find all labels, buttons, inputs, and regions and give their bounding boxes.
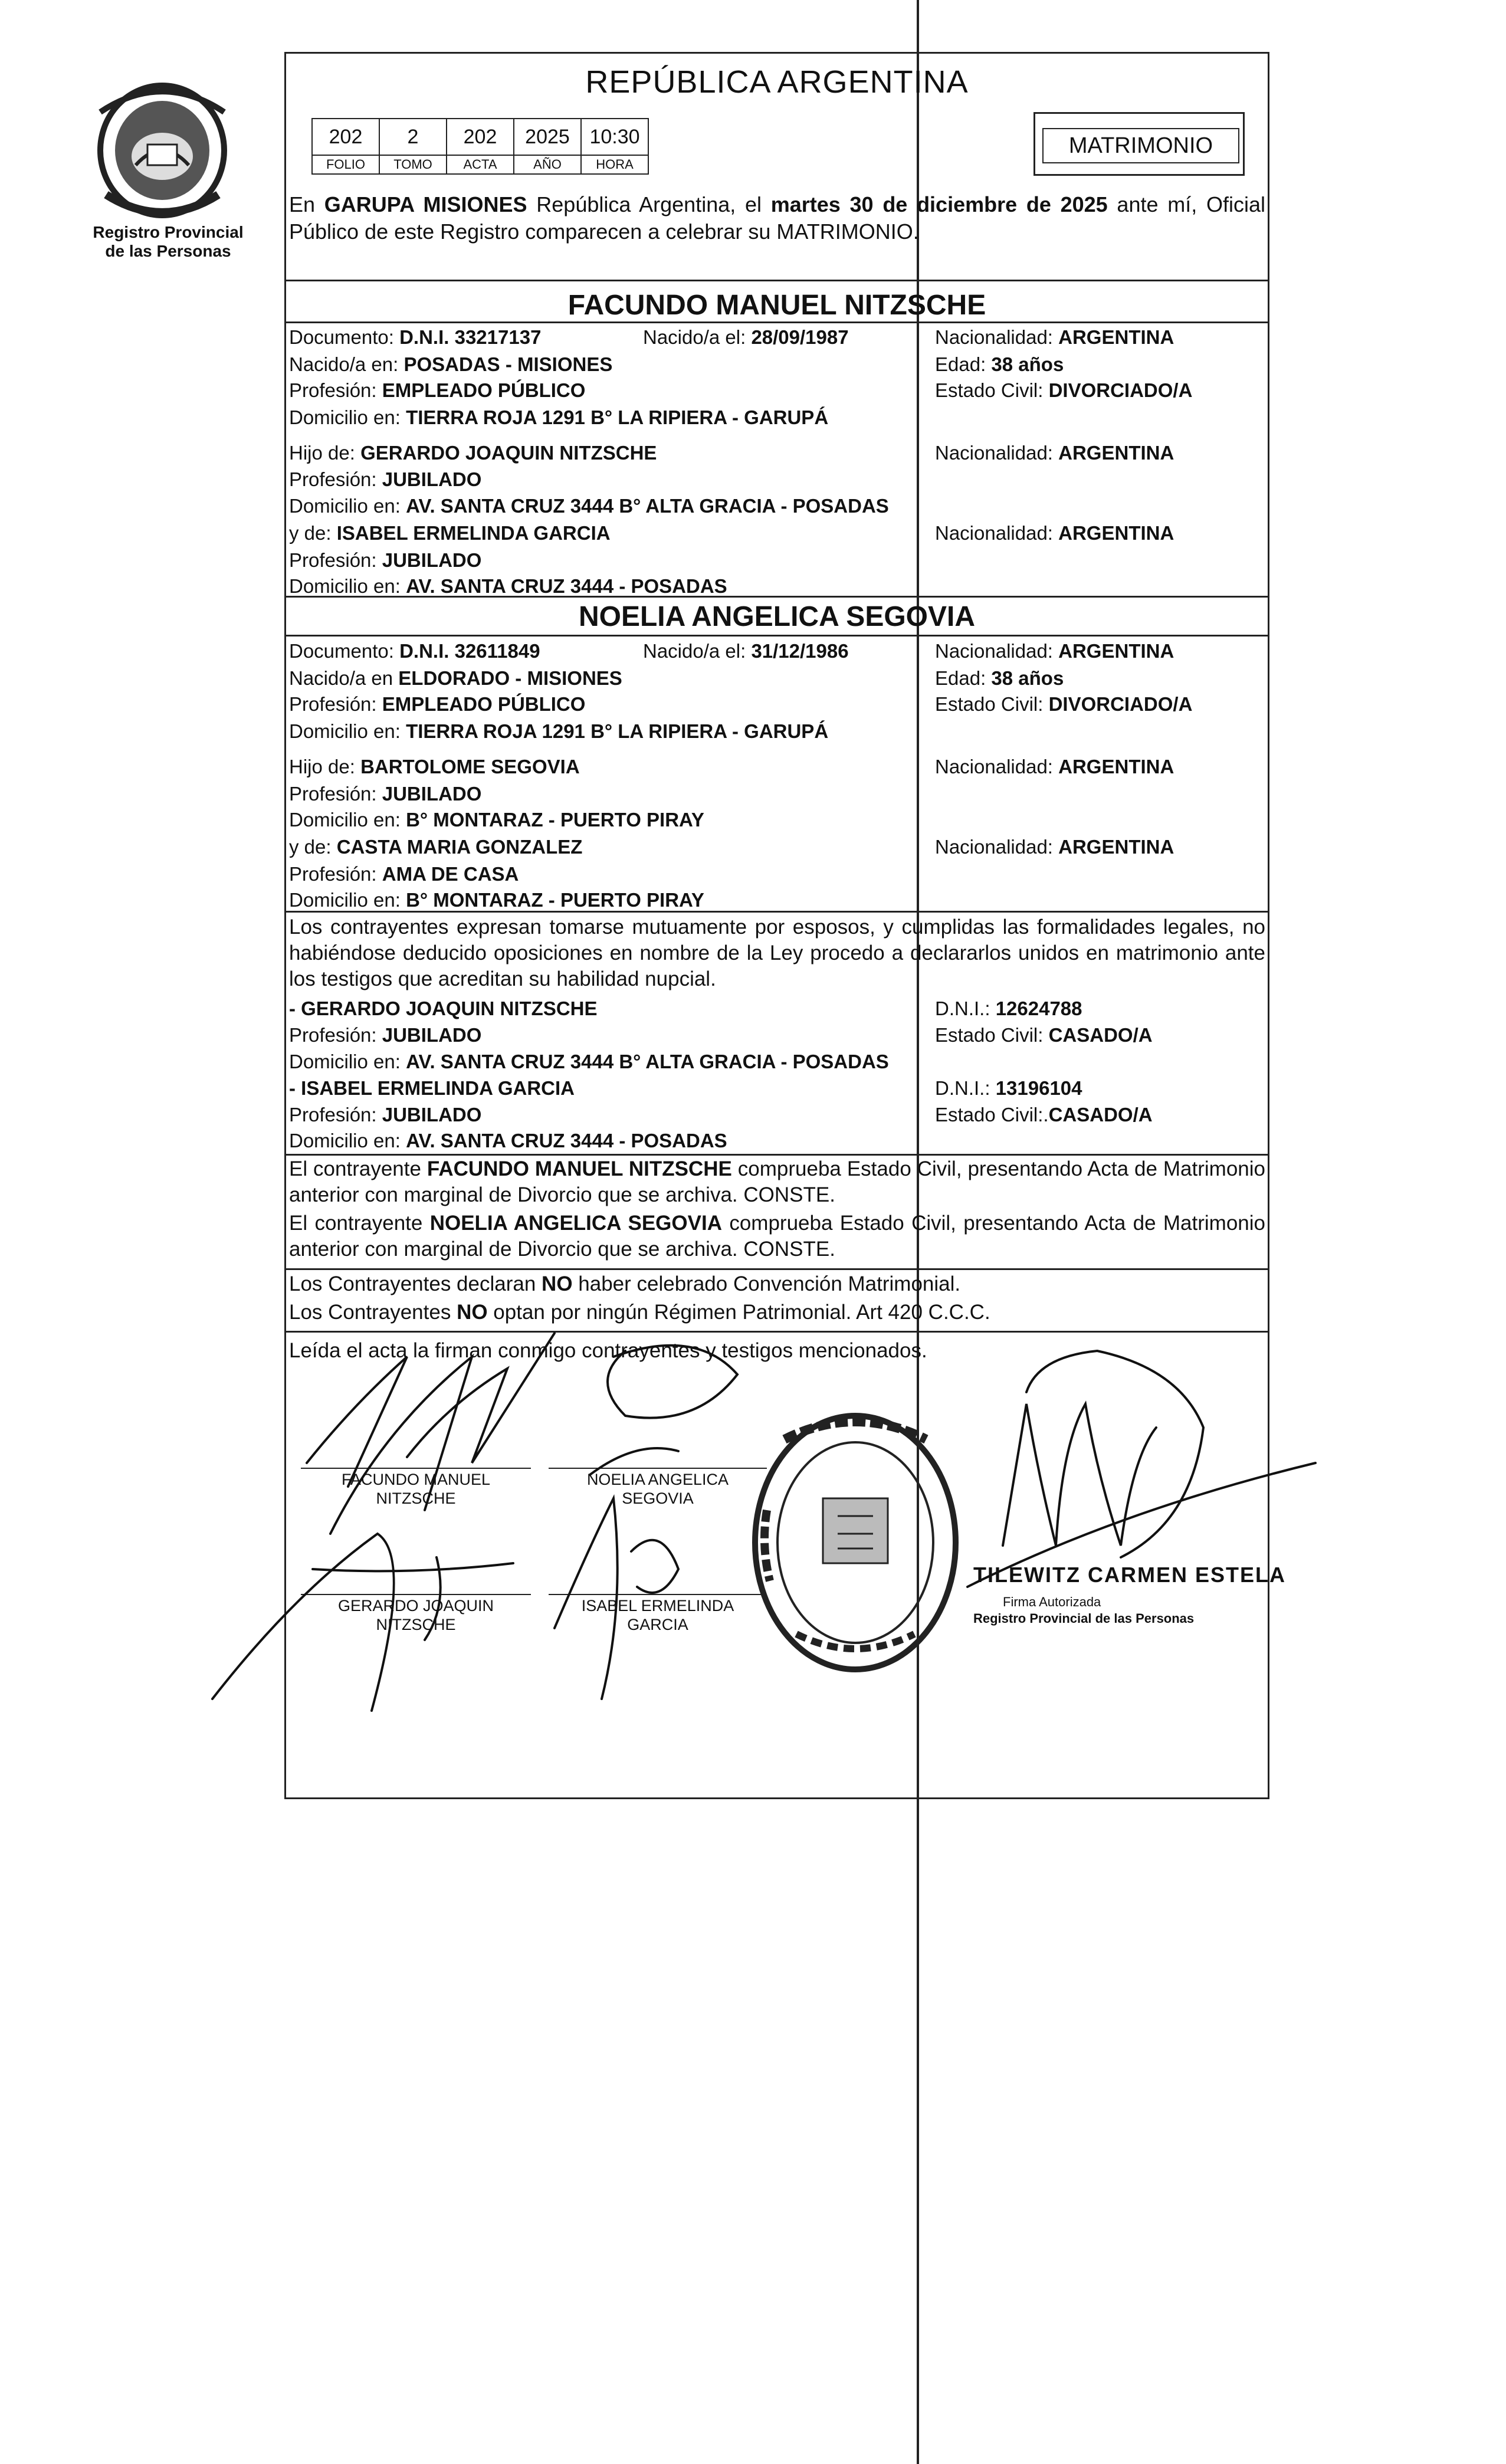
bride-father-nationality: Nacionalidad: ARGENTINA (935, 756, 1174, 777)
acta-label: ACTA (447, 155, 514, 174)
bride-father-profession: Profesión: JUBILADO (289, 783, 482, 805)
bride-age: Edad: 38 años (935, 667, 1064, 689)
witness2-signature-caption: ISABEL ERMELINDA GARCIA (581, 1597, 734, 1633)
registry-caption-line2: de las Personas (105, 242, 231, 260)
bride-nationality: Nacionalidad: ARGENTINA (935, 640, 1174, 662)
bride-civil-proof: El contrayente NOELIA ANGELICA SEGOVIA comprueba Estado Civil, presentando Acta de Matrimonio anterior con marginal de Divorcio que se archiva. CONSTE. (289, 1212, 1266, 1261)
bride-mother: y de: CASTA MARIA GONZALEZ (289, 836, 583, 858)
witness1-signature-stroke (313, 1563, 513, 1571)
witness1-dni: D.N.I.: 12624788 (935, 998, 1082, 1019)
intro-paragraph: En GARUPA MISIONES República Argentina, el martes 30 de diciembre de 2025 ante mí, Oficial Público de este Registro comparecen a celebrar su MATRIMONIO. (289, 192, 1265, 244)
groom-birthdate: Nacido/a el: 28/09/1987 (643, 326, 849, 348)
bride-mother-nationality: Nacionalidad: ARGENTINA (935, 836, 1174, 858)
groom-father-profession: Profesión: JUBILADO (289, 468, 482, 490)
bride-address: Domicilio en: TIERRA ROJA 1291 B° LA RIPIERA - GARUPÁ (289, 720, 829, 742)
officer-name: TILEWITZ CARMEN ESTELA (973, 1563, 1286, 1587)
folio-label: FOLIO (312, 155, 379, 174)
patrimonial-regime-statement: Los Contrayentes NO optan por ningún Régimen Patrimonial. Art 420 C.C.C. (289, 1301, 990, 1324)
witness2-signature-stroke (555, 1498, 618, 1699)
witness2-address: Domicilio en: AV. SANTA CRUZ 3444 - POSADAS (289, 1130, 727, 1151)
bride-signature-caption: NOELIA ANGELICA SEGOVIA (586, 1471, 729, 1507)
page-title: REPÚBLICA ARGENTINA (585, 64, 969, 100)
declaration-paragraph: Los contrayentes expresan tomarse mutuamente por esposos, y cumplidas las formalidades legales, no habiéndose deducido oposiciones en nombre de la Ley procedo a declararlos unidos en matrimonio ante los testigos que acreditan su habilidad nupcial. (289, 916, 1265, 990)
groom-age: Edad: 38 años (935, 353, 1064, 375)
bride-birthdate: Nacido/a el: 31/12/1986 (643, 640, 849, 662)
bride-father-address: Domicilio en: B° MONTARAZ - PUERTO PIRAY (289, 809, 704, 831)
bride-civil-status: Estado Civil: DIVORCIADO/A (935, 693, 1193, 715)
hour-label: HORA (581, 155, 648, 174)
year-label: AÑO (514, 155, 581, 174)
bride-father: Hijo de: BARTOLOME SEGOVIA (289, 756, 580, 777)
groom-signature-stroke (330, 1357, 472, 1534)
bride-mother-profession: Profesión: AMA DE CASA (289, 863, 519, 885)
tomo-value: 2 (379, 119, 447, 155)
groom-father: Hijo de: GERARDO JOAQUIN NITZSCHE (289, 442, 657, 464)
groom-signature-caption: FACUNDO MANUEL NITZSCHE (341, 1471, 491, 1507)
groom-mother: y de: ISABEL ERMELINDA GARCIA (289, 522, 611, 544)
year-value: 2025 (514, 119, 581, 155)
officer-role: Firma Autorizada (1003, 1594, 1101, 1609)
bride-mother-address: Domicilio en: B° MONTARAZ - PUERTO PIRAY (289, 889, 704, 911)
witness1-civil-status: Estado Civil: CASADO/A (935, 1024, 1153, 1046)
groom-birthplace: Nacido/a en: POSADAS - MISIONES (289, 353, 613, 375)
bride-profession: Profesión: EMPLEADO PÚBLICO (289, 693, 586, 715)
convention-statement: Los Contrayentes declaran NO haber celebrado Convención Matrimonial. (289, 1272, 961, 1295)
groom-signature-stroke (307, 1357, 407, 1487)
witness1-address: Domicilio en: AV. SANTA CRUZ 3444 B° ALTA GRACIA - POSADAS (289, 1051, 889, 1072)
groom-mother-address: Domicilio en: AV. SANTA CRUZ 3444 - POSADAS (289, 575, 727, 597)
witness2-civil-status: Estado Civil:.CASADO/A (935, 1104, 1153, 1126)
witness2-dni: D.N.I.: 13196104 (935, 1077, 1082, 1099)
acta-value: 202 (447, 119, 514, 155)
groom-father-nationality: Nacionalidad: ARGENTINA (935, 442, 1174, 464)
groom-nationality: Nacionalidad: ARGENTINA (935, 326, 1174, 348)
witness1-signature-caption: GERARDO JOAQUIN NITZSCHE (337, 1597, 494, 1633)
groom-civil-status: Estado Civil: DIVORCIADO/A (935, 379, 1193, 401)
groom-document: Documento: D.N.I. 33217137 (289, 326, 542, 348)
hour-value: 10:30 (581, 119, 648, 155)
officer-signature-stroke (1003, 1404, 1156, 1546)
closing-statement: Leída el acta la firman conmigo contrayentes y testigos mencionados. (289, 1339, 927, 1362)
officer-organization: Registro Provincial de las Personas (973, 1611, 1195, 1626)
groom-father-address: Domicilio en: AV. SANTA CRUZ 3444 B° ALTA GRACIA - POSADAS (289, 495, 889, 517)
groom-profession: Profesión: EMPLEADO PÚBLICO (289, 379, 586, 401)
groom-civil-proof: El contrayente FACUNDO MANUEL NITZSCHE comprueba Estado Civil, presentando Acta de Matrimonio anterior con marginal de Divorcio que se archiva. CONSTE. (289, 1157, 1265, 1206)
registry-caption-line1: Registro Provincial (93, 223, 244, 241)
witness2-name: - ISABEL ERMELINDA GARCIA (289, 1077, 575, 1099)
folio-value: 202 (312, 119, 379, 155)
bride-name-heading: NOELIA ANGELICA SEGOVIA (578, 601, 976, 632)
bride-birthplace: Nacido/a en ELDORADO - MISIONES (289, 667, 622, 689)
witness2-profession: Profesión: JUBILADO (289, 1104, 482, 1126)
tomo-label: TOMO (379, 155, 447, 174)
bride-document: Documento: D.N.I. 32611849 (289, 640, 540, 662)
groom-mother-nationality: Nacionalidad: ARGENTINA (935, 522, 1174, 544)
groom-name-heading: FACUNDO MANUEL NITZSCHE (567, 290, 986, 321)
groom-address: Domicilio en: TIERRA ROJA 1291 B° LA RIPIERA - GARUPÁ (289, 406, 829, 428)
witness1-name: - GERARDO JOAQUIN NITZSCHE (289, 998, 598, 1019)
groom-mother-profession: Profesión: JUBILADO (289, 549, 482, 571)
bride-signature-stroke (608, 1346, 737, 1418)
witness1-profession: Profesión: JUBILADO (289, 1024, 482, 1046)
document-type: MATRIMONIO (1042, 128, 1239, 163)
